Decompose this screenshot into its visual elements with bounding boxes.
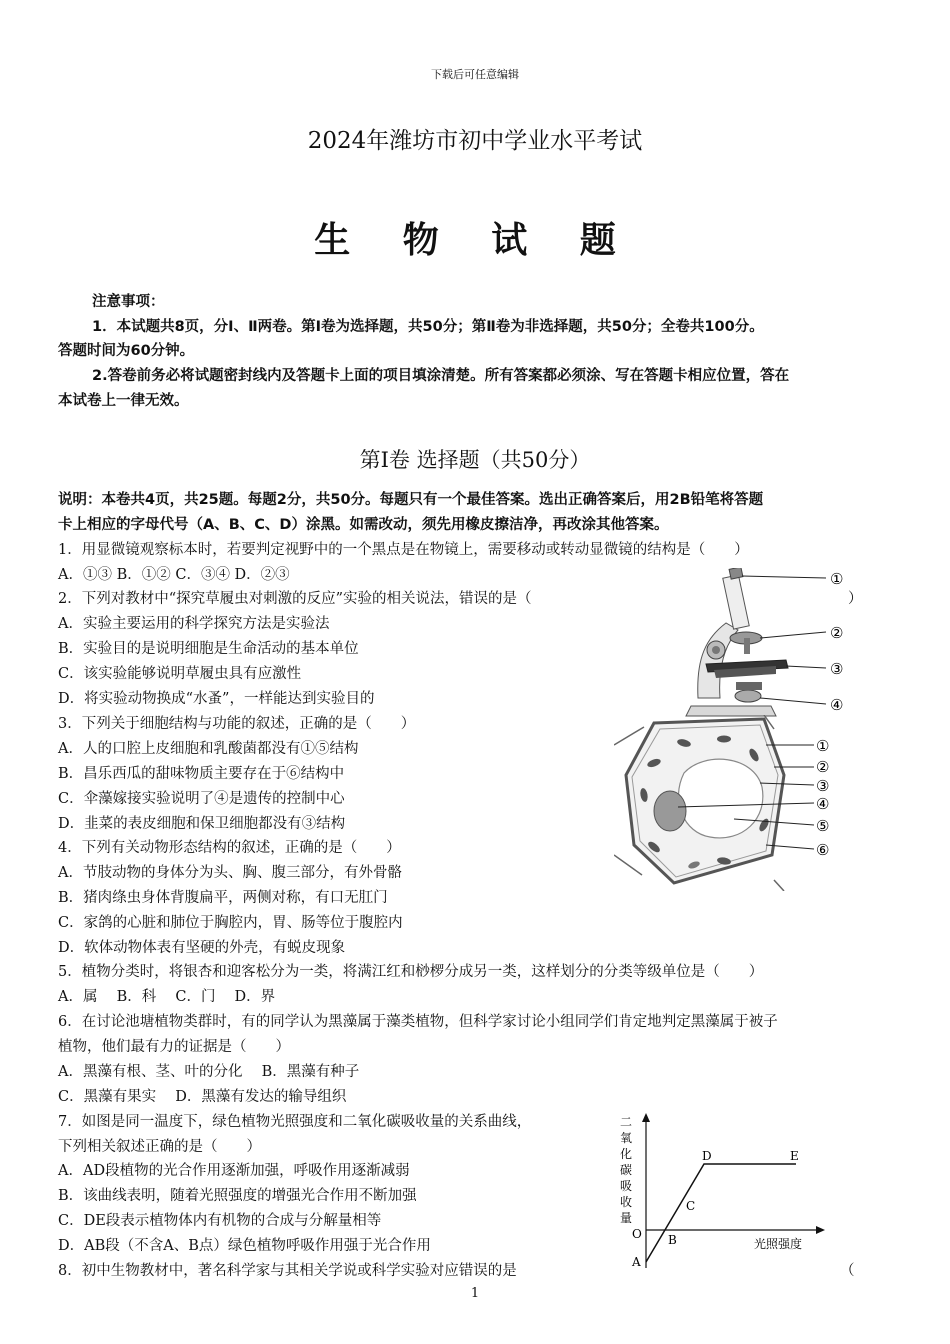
q1-options: A．①③ B．①② C．③④ D．②③ [58,567,290,583]
graph-ylabel-0: 二 [620,1115,633,1129]
q3-option-a: A．人的口腔上皮细胞和乳酸菌都没有①⑤结构 [58,741,359,757]
cell-label-5: ⑤ [816,817,830,835]
q2-option-c: C．该实验能够说明草履虫具有应激性 [58,666,302,682]
graph-point-e: E [790,1149,799,1163]
q4-stem: 4．下列有关动物形态结构的叙述，正确的是（ ） [58,840,401,856]
q7-stem-cont: 下列相关叙述正确的是（ ） [58,1139,261,1155]
notice-item2-cont: 本试卷上一律无效。 [58,393,189,409]
q8-stem: 8．初中生物教材中，著名科学家与其相关学说或科学实验对应错误的是 [58,1263,517,1279]
q7-option-d: D．AB段（不含A、B点）绿色植物呼吸作用强于光合作用 [58,1238,431,1254]
graph-ylabel-3: 碳 [620,1163,633,1177]
notice-item1: 1．本试题共8页，分Ⅰ、Ⅱ两卷。第Ⅰ卷为选择题，共50分；第Ⅱ卷为非选择题，共50分；全卷共100分。 [92,319,764,335]
graph-ylabel-6: 量 [620,1211,633,1225]
plant-cell-drawing [614,715,784,891]
graph-origin: O [632,1227,642,1241]
q2-stem: 2．下列对教材中“探究草履虫对刺激的反应”实验的相关说法，错误的是（ [58,591,532,607]
q4-option-d: D．软体动物体表有坚硬的外壳，有蜕皮现象 [58,940,346,956]
instructions-line1: 说明：本卷共4页，共25题。每题2分，共50分。每题只有一个最佳答案。选出正确答案后，用2B铅笔将答题 [58,492,764,508]
q3-option-b: B．昌乐西瓜的甜味物质主要存在于⑥结构中 [58,766,345,782]
cell-label-1: ① [816,737,830,755]
cell-label-4: ④ [816,795,830,813]
q3-option-d: D．韭菜的表皮细胞和保卫细胞都没有③结构 [58,816,346,832]
q6-options-ab: A．黑藻有根、茎、叶的分化 B．黑藻有种子 [58,1064,360,1080]
microscope-drawing [686,568,788,716]
plant-cell-figure [614,715,839,891]
q6-stem-cont: 植物，他们最有力的证据是（ ） [58,1039,290,1055]
q6-options-cd: C．黑藻有果实 D．黑藻有发达的输导组织 [58,1089,347,1105]
q4-option-a: A．节肢动物的身体分为头、胸、腹三部分，有外骨骼 [58,865,402,881]
q4-option-b: B．猪肉绦虫身体背腹扁平，两侧对称，有口无肛门 [58,890,388,906]
co2-light-graph [618,1112,828,1274]
graph-ylabel-1: 氧 [620,1131,633,1145]
q5-stem: 5．植物分类时，将银杏和迎客松分为一类，将满江红和桫椤分成另一类，这样划分的分类等级单位是（ ） [58,964,764,980]
q2-option-a: A．实验主要运用的科学探究方法是实验法 [58,616,330,632]
q7-stem: 7．如图是同一温度下，绿色植物光照强度和二氧化碳吸收量的关系曲线， [58,1114,532,1130]
notice-heading: 注意事项： [92,294,165,310]
instructions-line2: 卡上相应的字母代号（A、B、C、D）涂黑。如需改动，须先用橡皮擦洁净，再改涂其他答案。 [58,517,669,533]
graph-point-b: B [668,1233,677,1247]
cell-label-6: ⑥ [816,841,830,859]
graph-point-a: A [632,1255,641,1269]
graph-point-c: C [686,1199,696,1213]
graph-xlabel: 光照强度 [754,1237,803,1251]
q1-stem: 1．用显微镜观察标本时，若要判定视野中的一个黑点是在物镜上，需要移动或转动显微镜的结构是（ ） [58,542,749,558]
section-title: 第Ⅰ卷 选择题（共50分） [359,448,591,472]
q3-stem: 3．下列关于细胞结构与功能的叙述，正确的是（ ） [58,716,416,732]
microscope-figure [676,568,846,718]
graph-ylabel-5: 收 [620,1195,633,1209]
microscope-label-3: ③ [830,660,844,678]
q2-stem-end: ） [848,591,863,607]
q2-option-d: D．将实验动物换成“水蚤”，一样能达到实验目的 [58,691,375,707]
microscope-label-2: ② [830,624,844,642]
q7-option-c: C．DE段表示植物体内有机物的合成与分解量相等 [58,1213,382,1229]
q7-option-a: A．AD段植物的光合作用逐渐加强，呼吸作用逐渐减弱 [58,1163,410,1179]
exam-title: 2024年潍坊市初中学业水平考试 [307,128,643,154]
page-header: 下载后可任意编辑 [431,68,519,81]
microscope-label-4: ④ [830,696,844,714]
q2-option-b: B．实验目的是说明细胞是生命活动的基本单位 [58,641,359,657]
q6-stem: 6．在讨论池塘植物类群时，有的同学认为黑藻属于藻类植物，但科学家讨论小组同学们肯定地判定黑藻属于被子 [58,1014,778,1030]
microscope-label-1: ① [830,570,844,588]
q5-options: A．属 B．科 C．门 D．界 [58,989,276,1005]
subject-title: 生 物 试 题 [314,220,636,261]
graph-ylabel-2: 化 [620,1147,633,1161]
graph-point-d: D [702,1149,712,1163]
page-number: 1 [470,1286,480,1301]
q7-option-b: B．该曲线表明，随着光照强度的增强光合作用不断加强 [58,1188,417,1204]
q4-option-c: C．家鸽的心脏和肺位于胸腔内，胃、肠等位于腹腔内 [58,915,403,931]
q3-option-c: C．伞藻嫁接实验说明了④是遗传的控制中心 [58,791,345,807]
notice-item2: 2.答卷前务必将试题密封线内及答题卡上面的项目填涂清楚。所有答案都必须涂、写在答题卡相应位置，答在 [92,368,790,384]
cell-label-2: ② [816,758,830,776]
graph-ylabel-4: 吸 [620,1179,633,1193]
cell-label-3: ③ [816,777,830,795]
q8-stem-end: （ [840,1263,855,1279]
notice-item1-cont: 答题时间为60分钟。 [58,343,195,359]
